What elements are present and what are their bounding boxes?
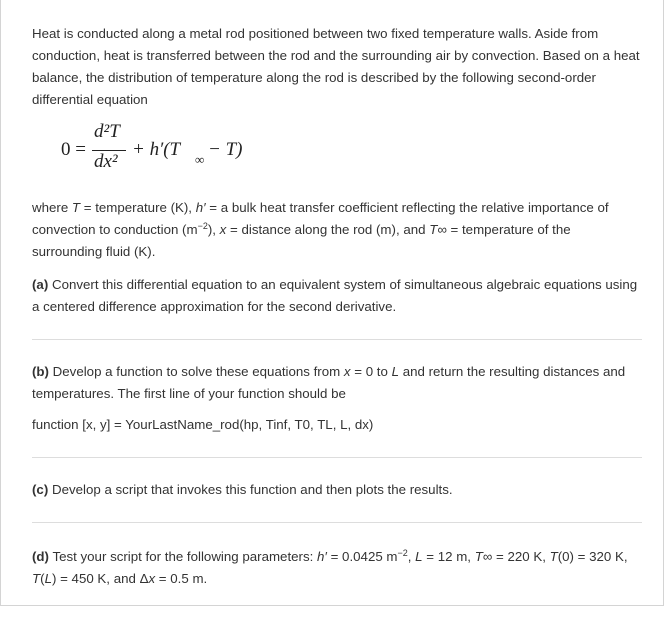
eq-rhs: + h′(T: [132, 139, 181, 160]
part-a-text: (a): [32, 277, 49, 292]
where-text: = temperature of the surrounding fluid (K).: [32, 222, 571, 259]
where-text: where: [32, 200, 72, 215]
divider: [32, 339, 642, 340]
part-d-text: L: [415, 549, 423, 564]
eq-numerator: d²T: [94, 121, 120, 142]
part-b-text: x: [343, 364, 351, 379]
part-a-text: Convert this differential equation to an equivalent system of simultaneous algebraic equations using a centered difference approximation for the second derivative.: [32, 277, 638, 314]
where-text: T∞: [429, 222, 447, 237]
part-b-text: Develop a function to solve these equations from: [48, 364, 344, 379]
part-d-text: = 0.0425 m: [326, 549, 398, 564]
part-a: [32, 274, 642, 318]
where-text: x: [219, 222, 227, 237]
part-d-text: = 12 m,: [422, 549, 475, 564]
part-b-text: and return the resulting distances and temperatures. The first line of your function should be: [32, 364, 626, 401]
differential-equation: [32, 115, 642, 197]
part-c: [32, 479, 642, 501]
part-d-text: ) = 450 K, and Δ: [51, 571, 149, 586]
intro-paragraph: [32, 23, 642, 111]
part-b: [32, 361, 642, 405]
where-text: T: [71, 200, 81, 215]
divider: [32, 457, 642, 458]
part-d-text: (d): [32, 549, 49, 564]
part-d-text: T∞: [474, 549, 493, 564]
part-d-text: −2: [397, 548, 408, 558]
part-d-text: Test your script for the following parameters:: [48, 549, 318, 564]
part-d-text: ,: [407, 549, 416, 564]
part-d-text: L: [44, 571, 52, 586]
part-c-text: Develop a script that invokes this function and then plots the results.: [48, 482, 453, 497]
part-d-text: (0) = 320 K,: [557, 549, 628, 564]
eq-lhs: 0 =: [61, 139, 86, 160]
part-d-text: h′: [317, 549, 327, 564]
part-b-text: L: [391, 364, 399, 379]
part-b-text: = 0 to: [350, 364, 392, 379]
part-d-text: = 220 K,: [492, 549, 550, 564]
where-text: = temperature (K),: [80, 200, 196, 215]
where-paragraph: [32, 197, 642, 263]
part-b-text: (b): [32, 364, 49, 379]
part-d-text: T: [32, 571, 41, 586]
where-text: = distance along the rod (m), and: [226, 222, 430, 237]
part-d: [32, 546, 642, 590]
where-text: −2: [197, 221, 208, 231]
where-text: ),: [207, 222, 220, 237]
function-line: [32, 414, 642, 436]
part-d-text: (: [40, 571, 45, 586]
eq-denominator: dx²: [94, 151, 118, 172]
part-d-text: = 0.5 m.: [155, 571, 208, 586]
function-line-text: function [x, y] = YourLastName_rod(hp, Tinf, T0, TL, L, dx): [32, 417, 374, 432]
divider: [32, 522, 642, 523]
part-d-text: x: [148, 571, 156, 586]
part-d-text: T: [549, 549, 558, 564]
eq-infinity: ∞: [195, 152, 205, 167]
where-text: = a bulk heat transfer coefficient reflecting the relative importance of convection to conduction (m: [32, 200, 609, 237]
where-text: h′: [195, 200, 206, 215]
intro-text: Heat is conducted along a metal rod positioned between two fixed temperature walls. Aside from conduction, heat is transferred between the rod and the surrounding air by convection. Based on a heat balance, the distribution of temperature along the rod is described by the following second-order differential equation: [32, 26, 640, 107]
eq-tail: − T): [208, 139, 243, 160]
part-c-text: (c): [32, 482, 49, 497]
